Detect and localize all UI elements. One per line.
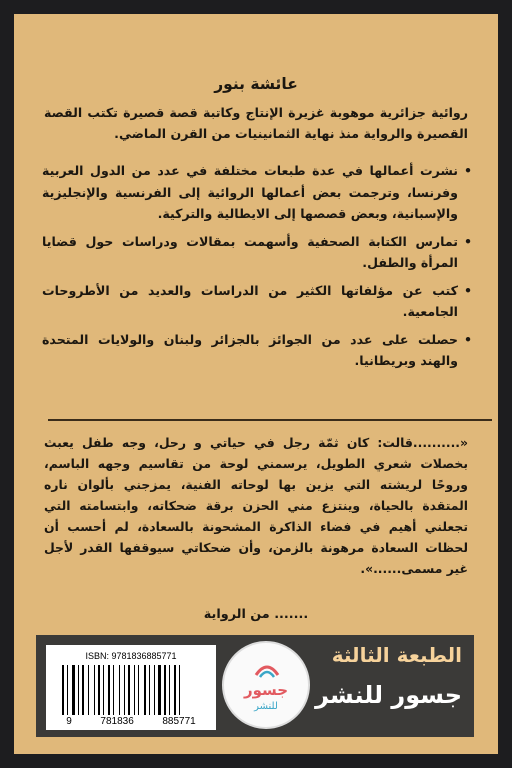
bullet-item [42, 160, 472, 225]
logo-sub: للنشر [254, 701, 278, 712]
bullet-item [42, 231, 472, 274]
logo-brand: جسور [243, 681, 289, 699]
bullet-text: نشرت أعمالها في عدة طبعات مختلفة في عدد من الدول العربية وفرنسا، وترجمت بعض أعمالها الروائية إلى الفرنسية والإنجليزية والإسبانية، وبعض قصصها إلى الايطالية والتركية. [42, 163, 458, 221]
barcode-icon [60, 665, 210, 715]
bullet-item [42, 280, 472, 323]
bullet-text: حصلت على عدد من الجوائز بالجزائر ولبنان والولايات المتحدة والهند وبريطانيا. [42, 331, 458, 368]
bullet-text: كتب عن مؤلفاتها الكثير من الدراسات والعديد من الأطروحات الجامعية. [42, 282, 458, 319]
excerpt-source: ....... من الرواية [203, 607, 309, 622]
author-name: عائشة بنور [214, 75, 298, 93]
bullet-item [42, 329, 472, 372]
publisher-name: جسور للنشر [315, 681, 462, 709]
author-intro: روائية جزائرية موهوبة غزيرة الإنتاج وكاتبة قصة قصيرة تكتب القصة القصيرة والرواية منذ نهاية الثمانينيات من القرن الماضي. [44, 105, 468, 141]
section-divider [48, 419, 492, 421]
isbn-digit-group: 9 [66, 716, 72, 727]
publisher-logo [222, 641, 310, 729]
bullet-text: تمارس الكتابة الصحفية وأسهمت بمقالات ودراسات حول قضايا المرأة والطفل. [42, 233, 458, 270]
isbn-digit-group: 885771 [162, 716, 196, 727]
novel-excerpt: «..........قالت: كان ثمّة رجل في حياتي و رحل، وجه طفل يعبث بخصلات شعري الطويل، يرسمني لوحة من تقاسيم وجهه الباسم، وروحًا لريشته التي يزين بها لوحاته الفنية، يمزجني بألوان ناره المتقدة بالحياة، وينتزع مني الحزن برقة ضحكاته، وابتسامته التي تجعلني أهيم في فضاء الذاكرة المشحونة بالسعادة، لم أحسب أن لحظات السعادة مرهونة بالزمن، وأن ضحكاتي سيوقفها القدر لأجل غير مسمى......». [44, 435, 468, 576]
bullet-icon: • [463, 233, 472, 249]
publisher-strip [36, 635, 474, 737]
edition-label: الطبعة الثالثة [331, 643, 462, 667]
barcode-block [46, 645, 216, 730]
author-bullets [42, 160, 472, 378]
bullet-icon: • [463, 163, 472, 178]
isbn-digit-group: 781836 [100, 716, 134, 727]
bullet-icon: • [463, 331, 472, 347]
bridge-icon [254, 657, 280, 679]
bullet-icon: • [463, 282, 472, 298]
isbn-label: ISBN: 9781836885771 [85, 651, 177, 661]
isbn-digits [46, 716, 216, 727]
